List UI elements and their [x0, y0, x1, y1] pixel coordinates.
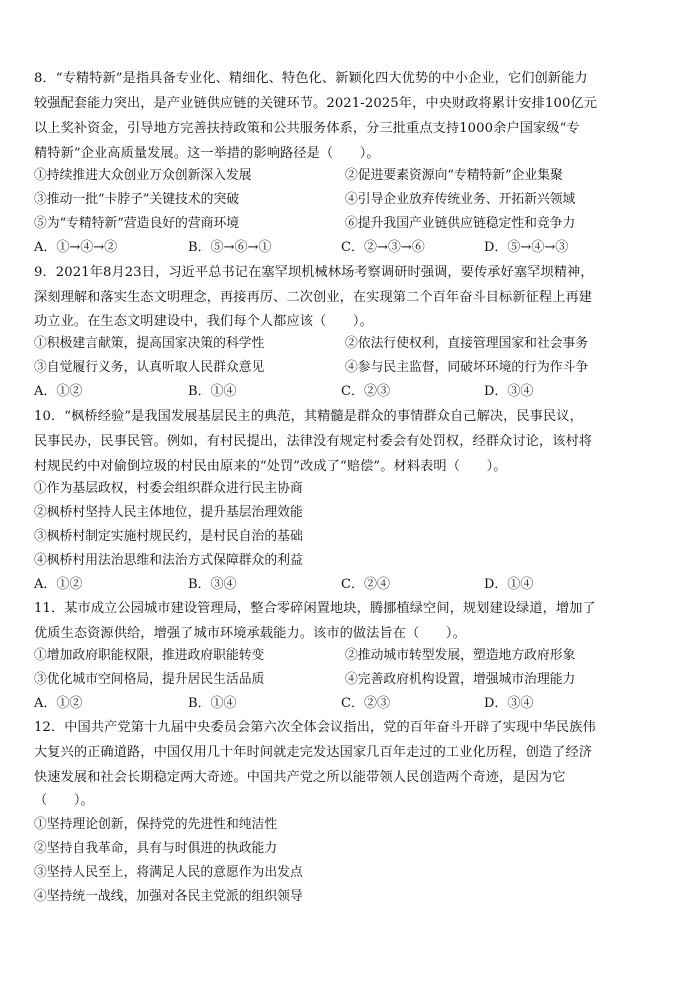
- question-12-stem-line: 快速发展和社会长期稳定两大奇迹。中国共产党之所以能带领人民创造两个奇迹，是因为它: [34, 770, 566, 785]
- statement-1: ①作为基层政权，村委会组织群众进行民主协商: [34, 481, 303, 496]
- question-8-stem-line: 精特新”企业高质量发展。这一举措的影响路径是（ ）。: [34, 146, 380, 161]
- choice-d: D．③④: [484, 696, 534, 711]
- choice-b: B．⑤→⑥→①: [188, 240, 272, 255]
- statement-1: ①增加政府职能权限，推进政府职能转变: [34, 648, 265, 663]
- choice-a: A．①②: [34, 577, 83, 592]
- statement-3: ③优化城市空间格局，提升居民生活品质: [34, 672, 265, 687]
- statement-2: ②依法行使权利，直接管理国家和社会事务: [345, 336, 589, 351]
- statement-4: ④完善政府机构设置，增强城市治理能力: [345, 672, 576, 687]
- statement-4: ④参与民主监督，同破坏环境的行为作斗争: [345, 360, 589, 375]
- question-10-stem-line: 村规民约中对偷倒垃圾的村民由原来的“处罚”改成了“赔偿”。材料表明（ ）。: [34, 459, 507, 474]
- statement-1: ①持续推进大众创业万众创新深入发展: [34, 168, 252, 183]
- choice-d: D．③④: [484, 384, 534, 399]
- question-9-stem-line: 功立业。在生态文明建设中，我们每个人都应该（ ）。: [34, 314, 373, 329]
- choice-c: C．②③: [341, 384, 390, 399]
- question-8-stem-line: 较强配套能力突出，是产业链供应链的关键环节。2021-2025年，中央财政将累计安排100亿元: [34, 96, 598, 111]
- question-11-stem-line: 11．某市成立公园城市建设管理局，整合零碎闲置地块，腾挪植绿空间，规划建设绿道，增加了: [34, 601, 596, 616]
- question-10-stem-line: 10．“枫桥经验”是我国发展基层民主的典范，其精髓是群众的事情群众自己解决，民事民议，: [34, 409, 583, 424]
- question-12-stem-line: 12．中国共产党第十九届中央委员会第六次全体会议指出，党的百年奋斗开辟了实现中华民族伟: [34, 720, 596, 735]
- question-9-stem-line: 9．2021年8月23日，习近平总书记在塞罕坝机械林场考察调研时强调，要传承好塞罕坝精神，: [34, 265, 594, 280]
- statement-3: ③坚持人民至上，将满足人民的意愿作为出发点: [34, 865, 303, 880]
- choice-b: B．③④: [188, 577, 237, 592]
- statement-3: ③自觉履行义务，认真听取人民群众意见: [34, 360, 265, 375]
- question-9-stem-line: 深刻理解和落实生态文明理念，再接再厉、二次创业，在实现第二个百年奋斗目标新征程上再建: [34, 290, 593, 305]
- statement-2: ②促进要素资源向“专精特新”企业集聚: [345, 168, 563, 183]
- statement-2: ②枫桥村坚持人民主体地位，提升基层治理效能: [34, 505, 303, 520]
- choice-b: B．①④: [188, 696, 237, 711]
- choice-a: A．①②: [34, 696, 83, 711]
- statement-3: ③推动一批“卡脖子”关键技术的突破: [34, 192, 240, 207]
- statement-6: ⑥提升我国产业链供应链稳定性和竞争力: [345, 216, 576, 231]
- statement-4: ④引导企业放弃传统业务、开拓新兴领域: [345, 192, 576, 207]
- choice-c: C．②③: [341, 696, 390, 711]
- choice-d: D．①④: [484, 577, 534, 592]
- question-8-stem-line: 8．“专精特新”是指具备专业化、精细化、特色化、新颖化四大优势的中小企业，它们创新能力: [34, 71, 588, 86]
- question-8-stem-line: 以上奖补资金，引导地方完善扶持政策和公共服务体系，分三批重点支持1000余户国家级“专: [34, 121, 580, 136]
- choice-c: C．②→③→⑥: [341, 240, 425, 255]
- statement-2: ②推动城市转型发展，塑造地方政府形象: [345, 648, 576, 663]
- choice-a: A．①②: [34, 384, 83, 399]
- choice-d: D．⑤→④→③: [484, 240, 569, 255]
- statement-4: ④枫桥村用法治思维和法治方式保障群众的利益: [34, 553, 303, 568]
- choice-b: B．①④: [188, 384, 237, 399]
- statement-2: ②坚持自我革命，具有与时俱进的执政能力: [34, 841, 278, 856]
- question-12-stem-line: （ ）。: [34, 793, 94, 808]
- statement-1: ①积极建言献策，提高国家决策的科学性: [34, 336, 265, 351]
- choice-a: A．①→④→②: [34, 240, 118, 255]
- statement-4: ④坚持统一战线，加强对各民主党派的组织领导: [34, 889, 303, 904]
- choice-c: C．②④: [341, 577, 390, 592]
- question-12-stem-line: 大复兴的正确道路，中国仅用几十年时间就走完发达国家几百年走过的工业化历程，创造了经济: [34, 745, 593, 760]
- statement-5: ⑤为“专精特新”营造良好的营商环境: [34, 216, 240, 231]
- question-11-stem-line: 优质生态资源供给，增强了城市环境承载能力。该市的做法旨在（ ）。: [34, 626, 466, 641]
- statement-3: ③枫桥村制定实施村规民约，是村民自治的基础: [34, 529, 303, 544]
- statement-1: ①坚持理论创新，保持党的先进性和纯洁性: [34, 817, 278, 832]
- question-10-stem-line: 民事民办，民事民管。例如，有村民提出，法律没有规定村委会有处罚权，经群众讨论，该村将: [34, 434, 593, 449]
